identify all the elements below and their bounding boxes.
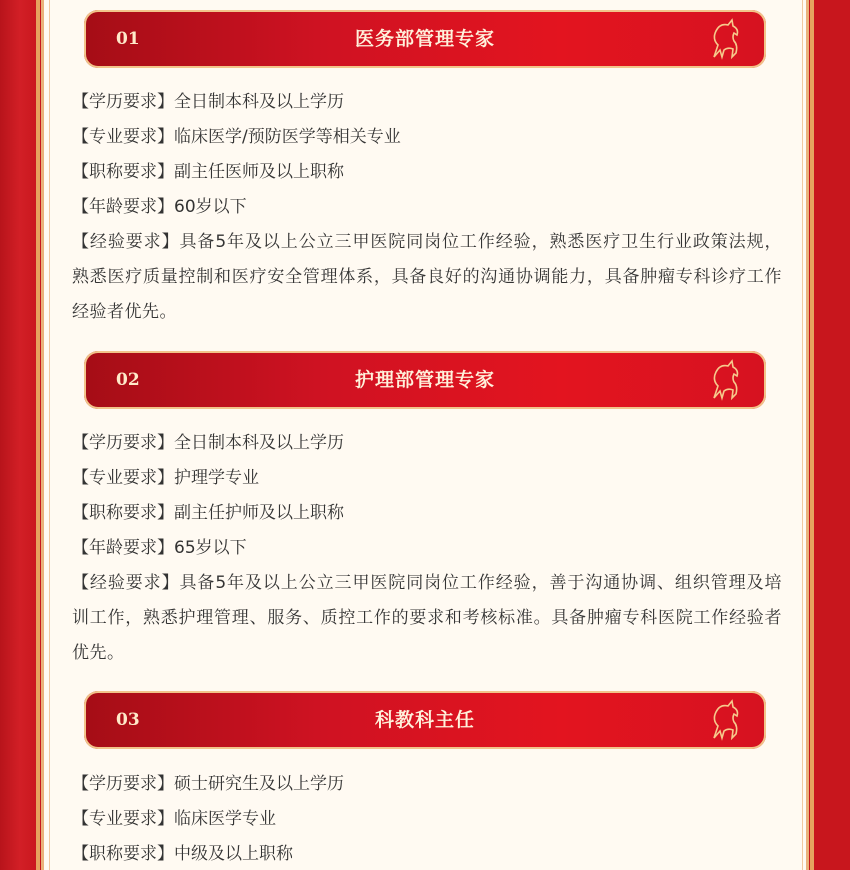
frame-accent-left: [36, 0, 40, 870]
requirement-major: 【专业要求】临床医学专业: [72, 809, 276, 829]
requirement-experience: 【经验要求】具备5年及以上公立三甲医院同岗位工作经验，善于沟通协调、组织管理及培训工作，熟悉护理管理、服务、质控工作的要求和考核标准。具备肿瘤专科医院工作经验者优先。: [72, 573, 782, 663]
section-banner-1: [84, 10, 766, 68]
requirement-education: 【学历要求】全日制本科及以上学历: [72, 92, 344, 112]
requirement-age: 【年龄要求】60岁以下: [72, 197, 247, 217]
horse-icon: [706, 358, 744, 402]
section-number: 02: [116, 370, 140, 390]
section-number: 01: [116, 29, 140, 49]
requirement-experience: 【经验要求】具备5年及以上公立三甲医院同岗位工作经验，熟悉医疗卫生行业政策法规，熟悉医疗质量控制和医疗安全管理体系，具备良好的沟通协调能力，具备肿瘤专科诊疗工作经验者优先。: [72, 232, 782, 322]
requirement-education: 【学历要求】硕士研究生及以上学历: [72, 774, 344, 794]
section-title: 科教科主任: [374, 709, 475, 731]
frame-accent-right: [810, 0, 814, 870]
horse-icon: [706, 698, 744, 742]
requirement-major: 【专业要求】临床医学/预防医学等相关专业: [72, 127, 401, 147]
horse-icon: [706, 17, 744, 61]
section-body-2: [72, 426, 782, 671]
requirement-title: 【职称要求】副主任护师及以上职称: [72, 503, 344, 523]
section-banner-3: [84, 691, 766, 749]
section-title: 护理部管理专家: [354, 369, 495, 391]
requirement-education: 【学历要求】全日制本科及以上学历: [72, 433, 344, 453]
requirement-title: 【职称要求】副主任医师及以上职称: [72, 162, 344, 182]
section-banner-2: [84, 351, 766, 409]
section-number: 03: [116, 710, 140, 730]
requirement-title: 【职称要求】中级及以上职称: [72, 844, 293, 864]
requirement-age: 【年龄要求】65岁以下: [72, 538, 247, 558]
requirement-major: 【专业要求】护理学专业: [72, 468, 259, 488]
section-body-3: [72, 767, 782, 870]
section-title: 医务部管理专家: [354, 28, 495, 50]
section-body-1: [72, 85, 782, 330]
